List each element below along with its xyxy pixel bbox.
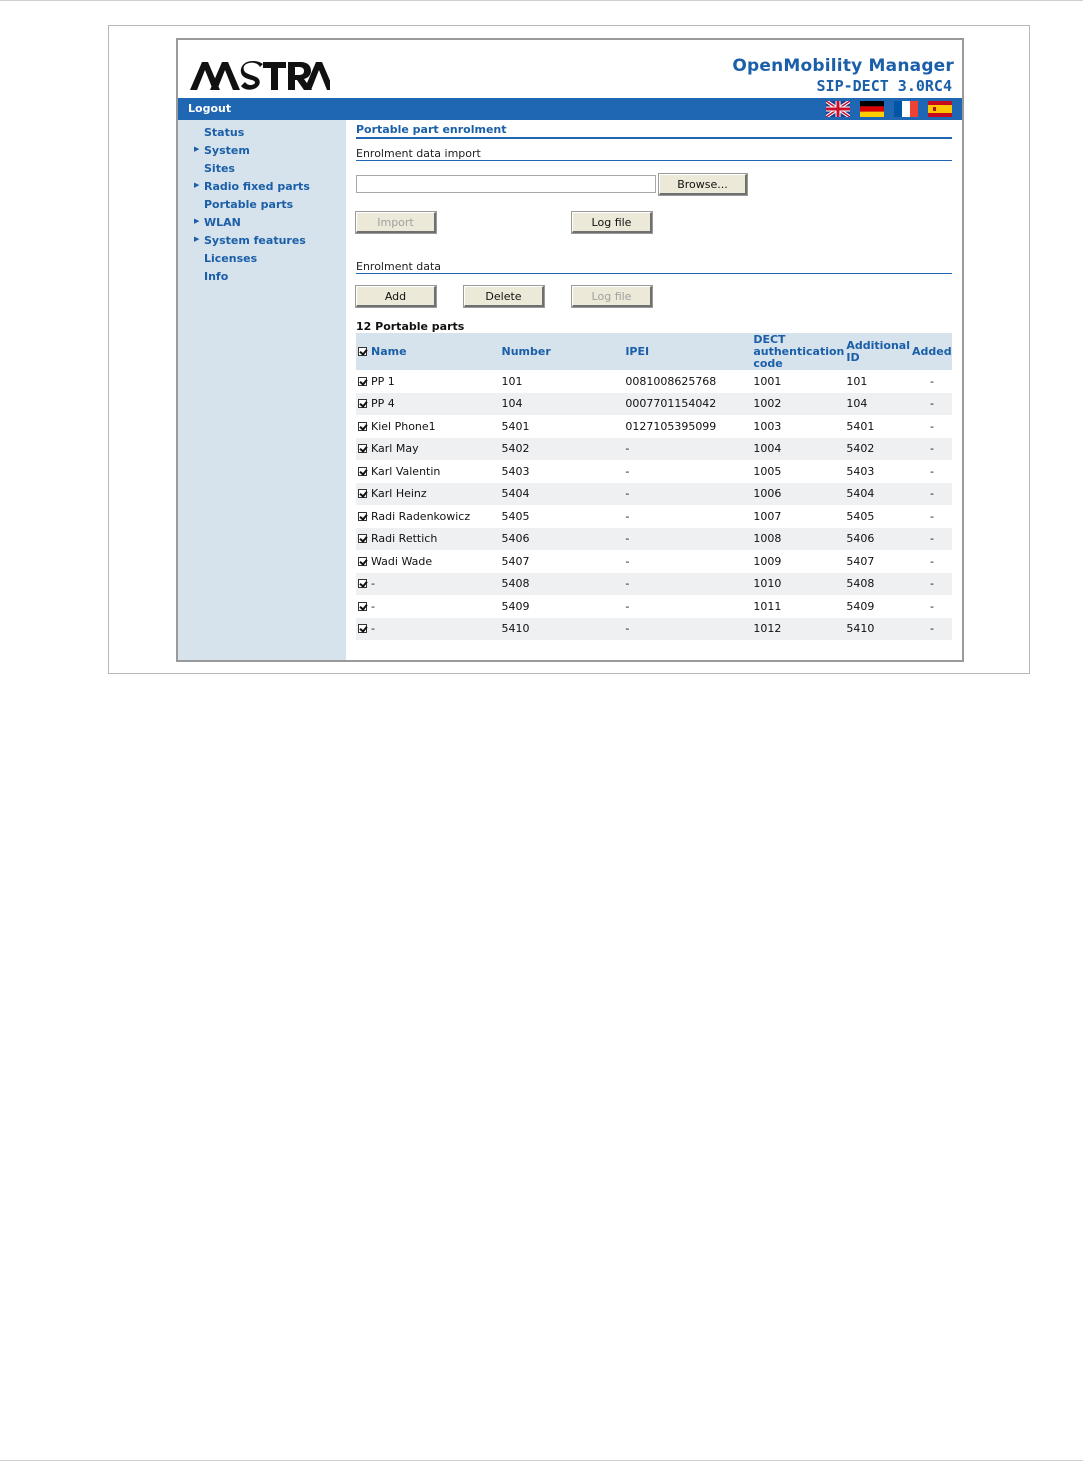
cell-added: - [910,528,952,551]
row-checkbox[interactable] [358,444,367,453]
cell-number: 5408 [500,573,624,596]
cell-dect-code: 1012 [751,618,844,641]
cell-additional-id: 5406 [844,528,910,551]
sidebar-item-portable-parts[interactable] [178,198,346,214]
cell-added: - [930,554,934,568]
cell-ipei: - [623,573,751,596]
cell-text: - [371,622,375,636]
cell-dect-code: 1002 [751,393,844,416]
expand-arrow-icon: ▶ [194,181,200,189]
sidebar-item-label: WLAN [204,216,241,229]
product-title: OpenMobility Manager [732,56,954,76]
cell-number: 5404 [500,483,624,506]
row-checkbox[interactable] [358,624,367,633]
row-checkbox[interactable] [358,489,367,498]
cell-added: - [910,573,952,596]
enrolment-log-file-button[interactable]: Log file [572,286,652,307]
table-row[interactable] [356,370,952,393]
table-row[interactable] [356,505,952,528]
column-header-ipei[interactable]: IPEI [623,333,751,370]
portable-parts-table [356,333,952,640]
column-header-name[interactable] [356,333,500,370]
import-button[interactable]: Import [356,212,436,233]
import-file-field[interactable] [356,175,656,193]
cell-number: 101 [501,374,523,388]
column-header-dect-code[interactable]: DECT authentication code [753,332,845,370]
row-checkbox[interactable] [358,512,367,521]
cell-name [356,483,500,506]
page-top-rule [0,0,1083,1]
sidebar-item-label: System features [204,234,306,247]
row-checkbox[interactable] [358,534,367,543]
import-section-title: Enrolment data import [356,147,481,160]
cell-additional-id: 5405 [846,509,875,523]
cell-dect-code: 1007 [753,509,782,523]
cell-number: 5402 [500,438,624,461]
page-title: Portable part enrolment [356,123,507,136]
cell-number: 5401 [501,419,530,433]
cell-ipei: - [623,483,751,506]
cell-additional-id: 101 [846,374,868,388]
table-header-row [356,333,952,370]
sidebar-item-licenses[interactable] [178,252,346,268]
cell-name [356,618,500,641]
cell-text: Wadi Wade [371,554,433,568]
sidebar-item-label: Portable parts [204,198,294,211]
sidebar-item-info[interactable] [178,270,346,286]
cell-additional-id: 5402 [844,438,910,461]
cell-added: - [910,393,952,416]
select-all-checkbox[interactable] [358,347,367,356]
cell-name [356,528,500,551]
cell-ipei: - [623,528,751,551]
cell-number: 5403 [501,464,530,478]
cell-text: PP 4 [371,397,395,411]
table-row[interactable] [356,393,952,416]
cell-ipei: 0127105395099 [625,419,717,433]
row-checkbox[interactable] [358,399,367,408]
cell-additional-id: 5401 [846,419,875,433]
cell-name [356,573,500,596]
cell-additional-id: 5407 [846,554,875,568]
cell-ipei: 0081008625768 [625,374,717,388]
cell-ipei: - [625,599,630,613]
sidebar-item-label: Licenses [204,252,258,265]
cell-added: - [930,419,934,433]
cell-name [356,460,500,483]
sidebar-item-label: System [204,144,250,157]
cell-number: 5405 [501,509,530,523]
sidebar-item-radio-fixed-parts[interactable] [178,180,346,196]
cell-text: Kiel Phone1 [371,419,436,433]
sidebar-item-wlan[interactable] [178,216,346,232]
cell-number: 104 [500,393,624,416]
app-header [178,40,962,98]
cell-name [356,393,500,416]
row-checkbox[interactable] [358,579,367,588]
cell-number: 5407 [501,554,530,568]
aastra-logo [190,58,330,92]
column-header-number[interactable]: Number [500,333,624,370]
cell-name [356,505,500,528]
row-checkbox[interactable] [358,467,367,476]
cell-text: Karl Heinz [371,487,427,501]
cell-added: - [930,599,934,613]
cell-number: 5406 [500,528,624,551]
table-row[interactable] [356,483,952,506]
sidebar [178,120,346,660]
add-button[interactable]: Add [356,286,436,307]
table-row[interactable] [356,528,952,551]
sidebar-item-label: Sites [204,162,235,175]
cell-dect-code: 1004 [751,438,844,461]
cell-number: 5410 [500,618,624,641]
table-row[interactable] [356,550,952,573]
cell-additional-id: 5408 [844,573,910,596]
cell-dect-code: 1006 [751,483,844,506]
cell-dect-code: 1010 [751,573,844,596]
sidebar-item-sites[interactable] [178,162,346,178]
main-content [346,120,962,660]
sidebar-item-system-features[interactable] [178,234,346,250]
cell-added: - [910,618,952,641]
cell-text: Karl May [371,442,419,456]
cell-text: Karl Valentin [371,464,441,478]
germany-flag-icon[interactable] [860,101,884,117]
cell-name [356,550,500,573]
cell-dect-code: 1005 [753,464,782,478]
delete-button[interactable]: Delete [464,286,544,307]
cell-dect-code: 1009 [753,554,782,568]
table-row[interactable] [356,415,952,438]
sidebar-item-system[interactable] [178,144,346,160]
table-row[interactable] [356,460,952,483]
title-divider [356,137,952,139]
cell-text: - [371,577,375,591]
cell-text: Radi Radenkowicz [371,509,471,523]
cell-text: - [371,599,375,613]
enrolment-data-section-title: Enrolment data [356,260,442,273]
app-window [176,38,964,662]
cell-ipei: - [625,509,630,523]
france-flag-icon[interactable] [894,101,918,117]
import-log-file-button[interactable]: Log file [572,212,652,233]
cell-additional-id: 5403 [846,464,875,478]
cell-added: - [930,509,934,523]
top-bar [178,98,962,120]
cell-dect-code: 1008 [751,528,844,551]
sidebar-item-label: Status [204,126,245,139]
browse-button[interactable]: Browse... [659,174,747,195]
cell-name [356,438,500,461]
cell-added: - [930,374,934,388]
cell-dect-code: 1001 [753,374,782,388]
row-checkbox[interactable] [358,422,367,431]
enrolment-data-divider [356,273,952,274]
expand-arrow-icon: ▶ [194,235,200,243]
cell-additional-id: 5409 [846,599,875,613]
expand-arrow-icon: ▶ [194,217,200,225]
cell-name [356,595,500,618]
cell-ipei: - [625,464,630,478]
column-header-additional-id[interactable]: Additional ID [844,333,910,370]
cell-added: - [910,483,952,506]
sidebar-item-label: Info [204,270,229,283]
cell-added: - [910,438,952,461]
page-bottom-rule [0,1460,1083,1461]
portable-parts-count: 12 Portable parts [356,320,465,333]
cell-text: Radi Rettich [371,532,438,546]
row-checkbox[interactable] [358,557,367,566]
row-checkbox[interactable] [358,377,367,386]
table-row[interactable] [356,618,952,641]
cell-number: 5409 [501,599,530,613]
sidebar-item-status[interactable] [178,126,346,142]
cell-added: - [930,464,934,478]
row-checkbox[interactable] [358,602,367,611]
spain-flag-icon[interactable] [928,101,952,117]
cell-additional-id: 5404 [844,483,910,506]
cell-text: PP 1 [371,374,395,388]
column-header-added[interactable]: Added [910,333,952,370]
column-label: Name [371,344,407,358]
table-row[interactable] [356,573,952,596]
table-body [356,370,952,640]
cell-additional-id: 5410 [844,618,910,641]
table-row[interactable] [356,595,952,618]
table-row[interactable] [356,438,952,461]
cell-additional-id: 104 [844,393,910,416]
cell-ipei: 0007701154042 [623,393,751,416]
product-version: SIP-DECT 3.0RC4 [816,77,952,95]
logout-link[interactable]: Logout [188,102,232,115]
sidebar-item-label: Radio fixed parts [204,180,310,193]
cell-name [356,370,500,393]
expand-arrow-icon: ▶ [194,145,200,153]
cell-ipei: - [625,554,630,568]
import-section-divider [356,160,952,161]
cell-ipei: - [623,618,751,641]
cell-ipei: - [623,438,751,461]
cell-dect-code: 1003 [753,419,782,433]
cell-dect-code: 1011 [753,599,782,613]
cell-name [356,415,500,438]
uk-flag-icon[interactable] [826,101,850,117]
